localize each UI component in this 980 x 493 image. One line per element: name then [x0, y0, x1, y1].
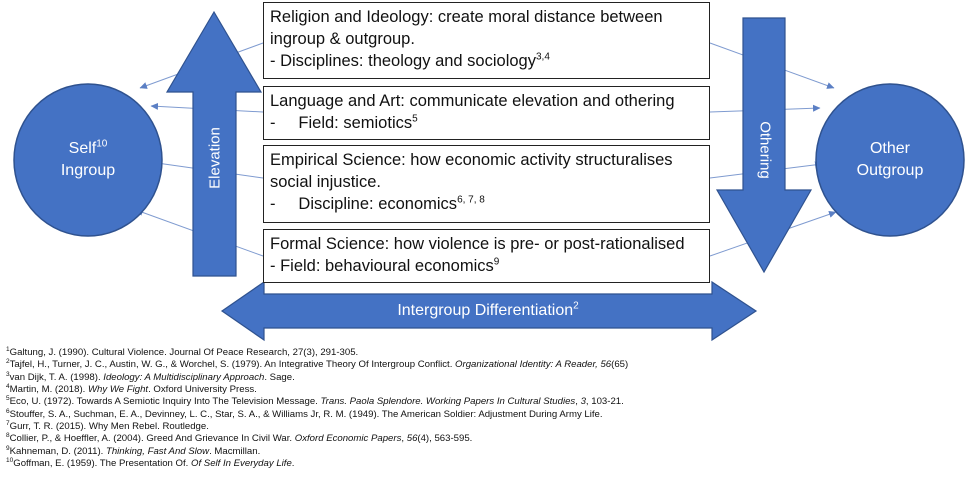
reference-text: Of Self In Everyday Life — [191, 458, 292, 470]
reference-text: Kahneman, D. (2011). — [9, 445, 106, 457]
box-formal-science — [263, 229, 710, 283]
reference-text: . — [291, 458, 295, 470]
reference-text: Galtung, J. (1990). Cultural Violence. Journal Of Peace Research, 27(3), 291-305. — [9, 347, 359, 358]
othering-label: Othering — [756, 121, 774, 179]
reference-item — [6, 458, 966, 470]
reference-text: . Sage. — [264, 371, 295, 383]
box-sub — [270, 112, 703, 134]
reference-number: 1 — [6, 345, 10, 353]
reference-number: 10 — [6, 456, 14, 464]
differentiation-text: Intergroup Differentiation — [397, 302, 574, 319]
box-sub — [270, 50, 703, 72]
self-ingroup-label — [20, 138, 156, 182]
reference-number: 2 — [6, 358, 10, 366]
reference-text: Gurr, T. R. (2015). Why Men Rebel. Routledge. — [9, 421, 209, 433]
reference-text: , 103-21. — [585, 396, 624, 408]
reference-item — [6, 347, 966, 359]
self-label-sup: 10 — [96, 138, 108, 150]
reference-text: Ideology: A Multidisciplinary Approach — [103, 371, 265, 383]
reference-text: 56 — [406, 433, 418, 445]
reference-number: 6 — [6, 407, 10, 415]
reference-item — [6, 372, 966, 384]
reference-number: 5 — [6, 395, 10, 403]
elevation-label: Elevation — [206, 127, 224, 189]
reference-text: van Dijk, T. A. (1998). — [9, 371, 104, 383]
reference-text: (4), 563-595. — [417, 433, 473, 445]
reference-text: Trans. Paola Splendore. Working Papers In Cultural Studies — [320, 396, 576, 408]
reference-text: (65) — [611, 359, 629, 371]
box-sup: 3,4 — [535, 51, 550, 63]
box-sup: 9 — [493, 256, 500, 268]
reference-item — [6, 446, 966, 458]
other-outgroup-label — [822, 138, 958, 182]
reference-item — [6, 396, 966, 408]
box-sub — [270, 193, 703, 215]
ingroup-label: Ingroup — [60, 162, 116, 179]
reference-text: Thinking, Fast And Slow — [105, 445, 210, 457]
box-title: Language and Art: communicate elevation and othering — [270, 92, 675, 110]
box-sub-text: - Disciplines: theology and sociology — [270, 52, 536, 70]
reference-item — [6, 421, 966, 433]
reference-text: . Macmillan. — [209, 445, 261, 457]
differentiation-sup: 2 — [573, 300, 579, 312]
intergroup-differentiation-label — [397, 302, 578, 320]
outgroup-label: Outgroup — [856, 162, 924, 179]
reference-text: Goffman, E. (1959). The Presentation Of. — [13, 458, 191, 470]
reference-item — [6, 359, 966, 371]
reference-text: 3 — [580, 396, 586, 408]
box-empirical-science — [263, 145, 710, 223]
reference-item — [6, 409, 966, 421]
box-title: Empirical Science: how economic activity structuralises social injustice. — [270, 151, 673, 191]
box-title: Religion and Ideology: create moral distance between ingroup & outgroup. — [270, 8, 663, 48]
box-language-art — [263, 86, 710, 140]
reference-number: 7 — [6, 419, 10, 427]
box-sub-text: - Field: semiotics — [270, 114, 413, 132]
box-sup: 5 — [412, 113, 418, 125]
reference-text: , — [401, 433, 407, 445]
reference-text: Collier, P., & Hoeffler, A. (2004). Greed And Grievance In Civil War. — [9, 433, 295, 445]
box-sub — [270, 255, 703, 277]
reference-item — [6, 433, 966, 445]
reference-text: Tajfel, H., Turner, J. C., Austin, W. G., & Worchel, S. (1979). An Integrative Theory Of Intergroup Conflict. — [9, 359, 456, 371]
reference-number: 8 — [6, 432, 10, 440]
box-title: Formal Science: how violence is pre- or post-rationalised — [270, 235, 685, 253]
reference-number: 9 — [6, 444, 10, 452]
reference-text: Why We Fight — [88, 384, 149, 396]
self-label: Self — [68, 140, 97, 157]
reference-number: 4 — [6, 382, 10, 390]
reference-text: Eco, U. (1972). Towards A Semiotic Inquiry Into The Television Message. — [9, 396, 321, 408]
other-label: Other — [869, 140, 910, 157]
reference-text: Martin, M. (2018). — [9, 384, 88, 396]
references-list — [6, 347, 966, 470]
box-religion-ideology — [263, 2, 710, 79]
reference-text: Stouffer, S. A., Suchman, E. A., Devinney, L. C., Star, S. A., & Williams Jr, R. M. (1949). The American Soldier: Adjustment During Army Life. — [9, 408, 603, 420]
box-sup: 6, 7, 8 — [457, 194, 485, 206]
box-sub-text: - Discipline: economics — [270, 195, 458, 213]
reference-item — [6, 384, 966, 396]
box-sub-text: - Field: behavioural economics — [270, 257, 494, 275]
reference-text: . Oxford University Press. — [148, 384, 257, 396]
reference-text: Organizational Identity: A Reader, 56 — [455, 359, 612, 371]
reference-text: , — [575, 396, 581, 408]
reference-number: 3 — [6, 370, 10, 378]
reference-text: Oxford Economic Papers — [294, 433, 402, 445]
